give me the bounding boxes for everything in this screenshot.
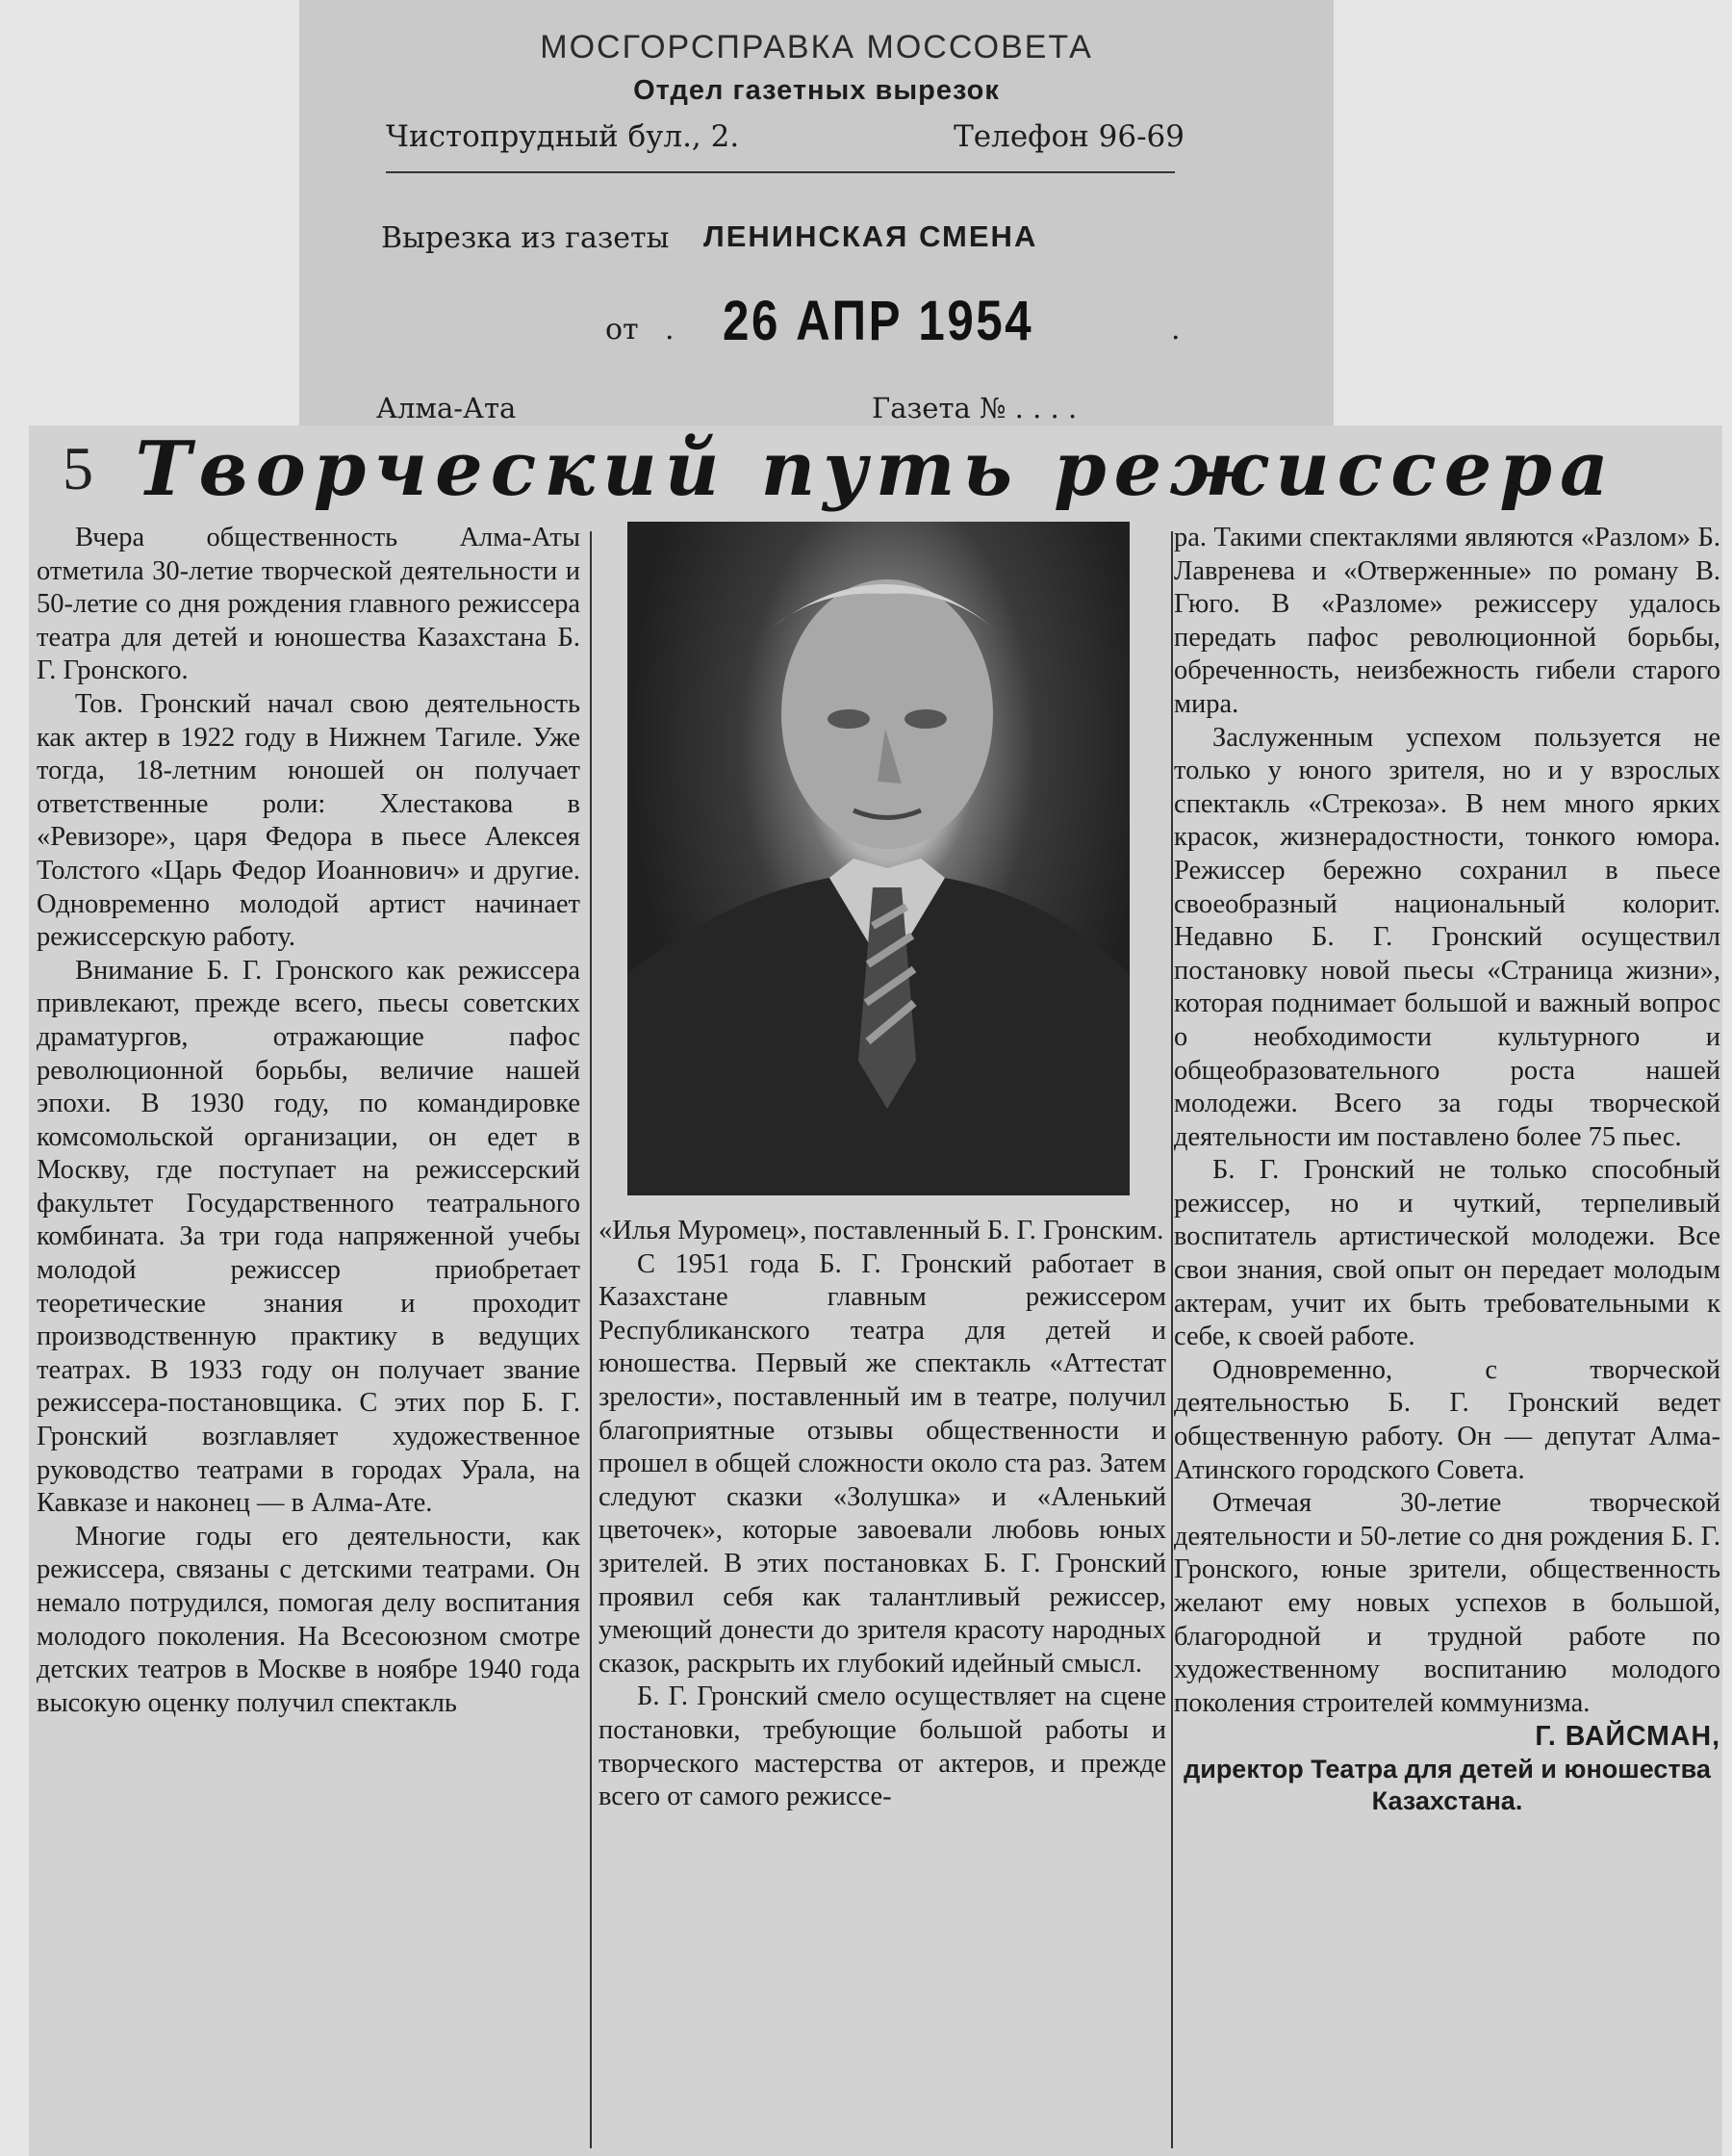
handwritten-mark: 5	[63, 434, 93, 502]
paragraph: Б. Г. Гронский смело осуществляет на сцене постановки, требующие большой работы и творческого мастерства от актеров, и прежде всего от самого режиссе-	[599, 1681, 1166, 1812]
author-role: директор Театра для детей и юношества Казахстана.	[1184, 1754, 1711, 1815]
newspaper-name: ЛЕНИНСКАЯ СМЕНА	[703, 219, 1038, 253]
date-stamp: 26 АПР 1954	[723, 290, 1034, 352]
city: Алма-Ата	[376, 392, 517, 424]
phone: Телефон 96-69	[954, 119, 1184, 154]
paragraph: Внимание Б. Г. Гронского как режиссера привлекают, прежде всего, пьесы советских драматургов, отражающие пафос революционной борьбы, величие нашей эпохи. В 1930 году, по командировке комсомольской организации, он едет в Москву, где поступает на режиссерский факультет Государственного театрального комбината. За три года напряженной учебы молодой режиссер приобретает теоретические знания и проходит производственную практику в ведущих театрах. В 1933 году он получает звание режиссера-постановщика. С этих пор Б. Г. Гронский возглавляет художественное руководство театрами в городах Урала, на Кавказе и наконец — в Алма-Ате.	[37, 955, 580, 1519]
paragraph: Заслуженным успехом пользуется не только у юного зрителя, но и у взрослых спектакль «Стрекоза». В нем много ярких красок, жизнерадостности, тонкого юмора. Режиссер бережно сохранил в пьесе своеобразный национальный колорит. Недавно Б. Г. Гронский осуществил постановку новой пьесы «Страница жизни», которая поднимает большой и важный вопрос о необходимости культурного и общеобразовательного роста нашей молодежи. Всего за годы творческой деятельности им поставлено более 75 пьес.	[1174, 722, 1720, 1152]
paragraph: Вчера общественность Алма-Аты отметила 30-летие творческой деятельности и 50-летие со дня рождения главного режиссера театра для детей и юношества Казахстана Б. Г. Гронского.	[37, 523, 580, 686]
paragraph: ра. Такими спектаклями являются «Разлом» Б. Лавренева и «Отверженные» по роману В. Гюго. В «Разломе» режиссеру удалось передать пафос революционной борьбы, обреченность, неизбежность гибели старого мира.	[1174, 523, 1720, 719]
column-divider	[1171, 531, 1173, 2148]
clipping-service-slip	[299, 0, 1334, 428]
paragraph: Б. Г. Гронский не только способный режиссер, но и чуткий, терпеливый воспитатель артистической молодежи. Все свои знания, свой опыт он передает молодым актерам, учит их быть требовательными к себе, к своей работе.	[1174, 1155, 1720, 1352]
date-dots-left: .	[665, 313, 675, 346]
department-name: Отдел газетных вырезок	[633, 75, 1000, 106]
column-divider	[590, 531, 592, 2148]
gazeta-number: Газета № . . . .	[872, 392, 1078, 424]
cut-label: Вырезка из газеты	[381, 221, 670, 255]
divider	[386, 171, 1175, 173]
paragraph: Тов. Гронский начал свою деятельность как актер в 1922 году в Нижнем Тагиле. Уже тогда, 18-летним юношей он получает ответственные роли: Хлестакова в «Ревизоре», царя Федора в пьесе Алексея Толстого «Царь Федор Иоаннович» и другие. Одновременно молодой артист начинает режиссерскую работу.	[37, 688, 580, 953]
article-column-1	[37, 522, 580, 2148]
org-name: МОСГОРСПРАВКА МОССОВЕТА	[540, 29, 1093, 65]
newspaper-clipping	[29, 425, 1722, 2156]
article-title: Творческий путь режиссера	[135, 425, 1617, 513]
paragraph: Одновременно, с творческой деятельностью Б. Г. Гронский ведет общественную работу. Он — депутат Алма-Атинского городского Совета.	[1174, 1354, 1720, 1485]
address: Чистопрудный бул., 2.	[386, 119, 740, 154]
portrait-photo	[627, 522, 1130, 1195]
photo-caption: «Илья Муромец», поставленный Б. Г. Гронским.	[599, 1216, 1164, 1245]
paragraph: Многие годы его деятельности, как режиссера, связаны с детскими театрами. Он немало потрудился, помогая делу воспитания молодого поколения. На Всесоюзном смотре детских театров в Москве в ноябре 1940 года высокую оценку получил спектакль	[37, 1521, 580, 1718]
date-prefix: от	[605, 313, 639, 346]
paragraph: С 1951 года Б. Г. Гронский работает в Казахстане главным режиссером Республиканского театра для детей и юношества. Первый же спектакль «Аттестат зрелости», поставленный им в театре, получил благоприятные отзывы общественности и прошел в общей сложности около ста раз. Затем следуют сказки «Золушка» и «Аленький цветочек», которые завоевали любовь юных зрителей. В этих постановках Б. Г. Гронский проявил себя как талантливый режиссер, умеющий донести до зрителя красоту народных сказок, раскрыть их глубокий идейный смысл.	[599, 1248, 1166, 1679]
paragraph: Отмечая 30-летие творческой деятельности и 50-летие со дня рождения Б. Г. Гронского, юные зрители, общественность желают ему новых успехов в большой, благородной и трудной работе по художественному воспитанию молодого поколения строителей коммунизма.	[1174, 1488, 1720, 1718]
article-column-3	[1174, 522, 1720, 2148]
date-dots-right: .	[1171, 313, 1181, 346]
author-signature: Г. ВАЙСМАН,	[1535, 1721, 1720, 1753]
article-column-2	[599, 522, 1166, 2148]
